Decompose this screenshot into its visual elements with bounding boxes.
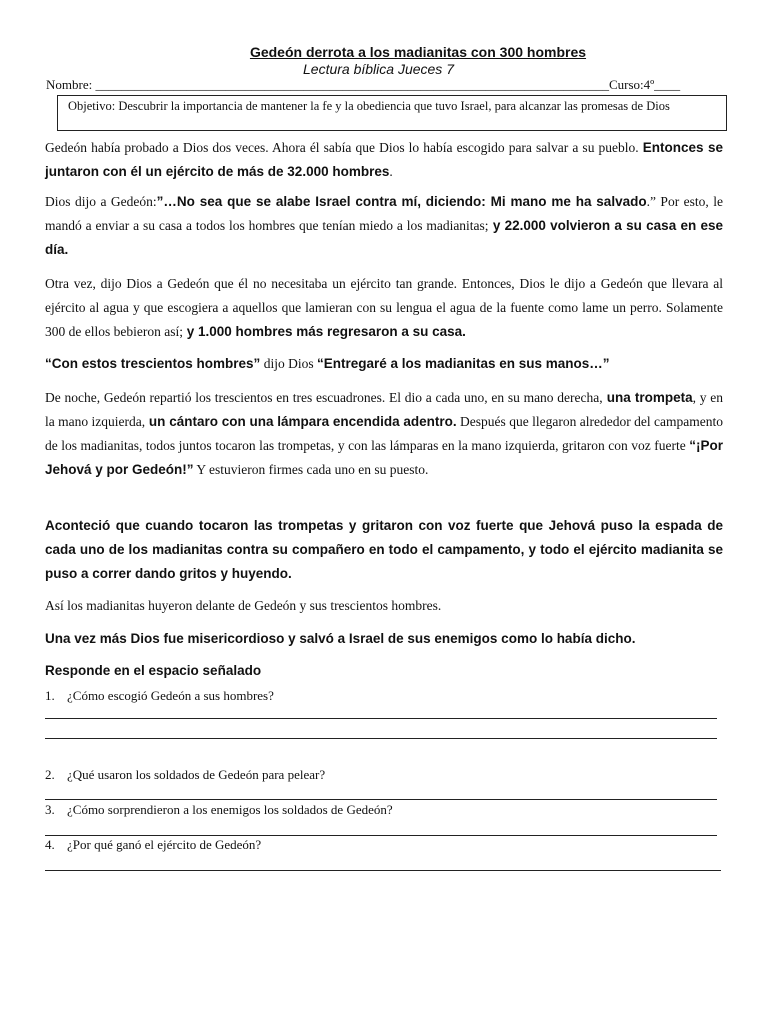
objective-box — [57, 95, 727, 131]
questions-heading: Responde en el espacio señalado — [45, 663, 262, 678]
paragraph-3 — [45, 272, 723, 344]
question-number: 4. — [45, 837, 55, 852]
answer-line[interactable] — [45, 718, 717, 719]
question-1 — [45, 688, 274, 704]
question-number: 3. — [45, 802, 55, 817]
answer-line[interactable] — [45, 870, 721, 871]
objective-text: Objetivo: Descubrir la importancia de mantener la fe y la obediencia que tuvo Israel, para alcanzar las promesas de Dios — [68, 99, 670, 113]
answer-line[interactable] — [45, 835, 717, 836]
paragraph-2 — [45, 190, 723, 262]
question-text: ¿Qué usaron los soldados de Gedeón para pelear? — [67, 767, 326, 782]
p1-bold: Entonces se juntaron con él un ejército de más de 32.000 hombres — [45, 140, 724, 179]
question-text: ¿Cómo escogió Gedeón a sus hombres? — [67, 688, 274, 703]
paragraph-1 — [45, 136, 723, 184]
question-number: 2. — [45, 767, 55, 782]
paragraph-8: Una vez más Dios fue misericordioso y salvó a Israel de sus enemigos como lo había dicho. — [45, 631, 636, 646]
paragraph-7: Así los madianitas huyeron delante de Gedeón y sus trescientos hombres. — [45, 598, 442, 613]
p3-bold: y 1.000 hombres más regresaron a su casa. — [182, 324, 466, 339]
paragraph-5 — [45, 386, 723, 482]
question-number: 1. — [45, 688, 55, 703]
p1-end: . — [389, 164, 393, 179]
p5-text-e: Después que llegaron alrededor del campamento de los madianitas, todos juntos tocaron las trompetas, y con las lámparas en la mano izquierda, gritaron con voz fuerte — [45, 414, 723, 453]
question-2 — [45, 767, 325, 783]
p5-text-a: De noche, Gedeón repartió los trescientos en tres escuadrones. El dio a cada uno, en su mano derecha, — [45, 390, 603, 405]
p1-text: Gedeón había probado a Dios dos veces. Ahora él sabía que Dios lo había escogido para salvar a su pueblo. — [45, 140, 639, 155]
p5-bold-cantaro: un cántaro con una lámpara encendida adentro. — [145, 414, 457, 429]
p5-bold-trompeta: una trompeta — [602, 390, 693, 405]
question-3 — [45, 802, 393, 818]
p3-text: Otra vez, dijo Dios a Gedeón que él no necesitaba un ejército tan grande. Entonces, Dios le dijo a Gedeón que llevara al ejército al agua y que escogiera a aquellos que lamieran con su lengua el agua de la fuente como lame un perro. Solamente 300 de ellos bebieron así; — [45, 276, 723, 339]
p4-text: dijo Dios — [260, 356, 317, 371]
p5-bold-shout: “¡Por Jehová y por Gedeón!” — [45, 438, 723, 477]
p2-text-a: Dios dijo a Gedeón: — [45, 194, 157, 209]
answer-line[interactable] — [45, 799, 717, 800]
answer-line[interactable] — [45, 738, 717, 739]
p4-quote-1: “Con estos trescientos hombres” — [45, 356, 261, 371]
worksheet-subtitle: Lectura bíblica Jueces 7 — [303, 61, 454, 77]
p5-text-c: , y en la mano izquierda, — [45, 390, 723, 429]
paragraph-6: Aconteció que cuando tocaron las trompetas y gritaron con voz fuerte que Jehová puso la espada de cada uno de los madianitas contra su compañero en todo el campamento, y todo el ejército madianita se puso a correr dando gritos y huyendo. — [45, 518, 723, 581]
name-course-line: Nombre: _______________________________________________________________________________Curso:4º____ — [46, 77, 681, 92]
worksheet-title: Gedeón derrota a los madianitas con 300 hombres — [249, 44, 587, 60]
p2-bold-quote: ”…No sea que se alabe Israel contra mí, diciendo: Mi mano me ha salvado — [156, 194, 647, 209]
p2-text-c: .” Por esto, le mandó a enviar a su casa a todos los hombres que tenían miedo a los madianitas; — [45, 194, 723, 233]
p5-text-g: Y estuvieron firmes cada uno en su puesto. — [193, 462, 429, 477]
question-text: ¿Cómo sorprendieron a los enemigos los soldados de Gedeón? — [67, 802, 393, 817]
question-4 — [45, 837, 261, 853]
paragraph-4 — [45, 352, 723, 376]
question-text: ¿Por qué ganó el ejército de Gedeón? — [67, 837, 262, 852]
p2-bold-end: y 22.000 volvieron a su casa en ese día. — [45, 218, 723, 257]
p4-quote-2: “Entregaré a los madianitas en sus manos…” — [316, 356, 610, 371]
